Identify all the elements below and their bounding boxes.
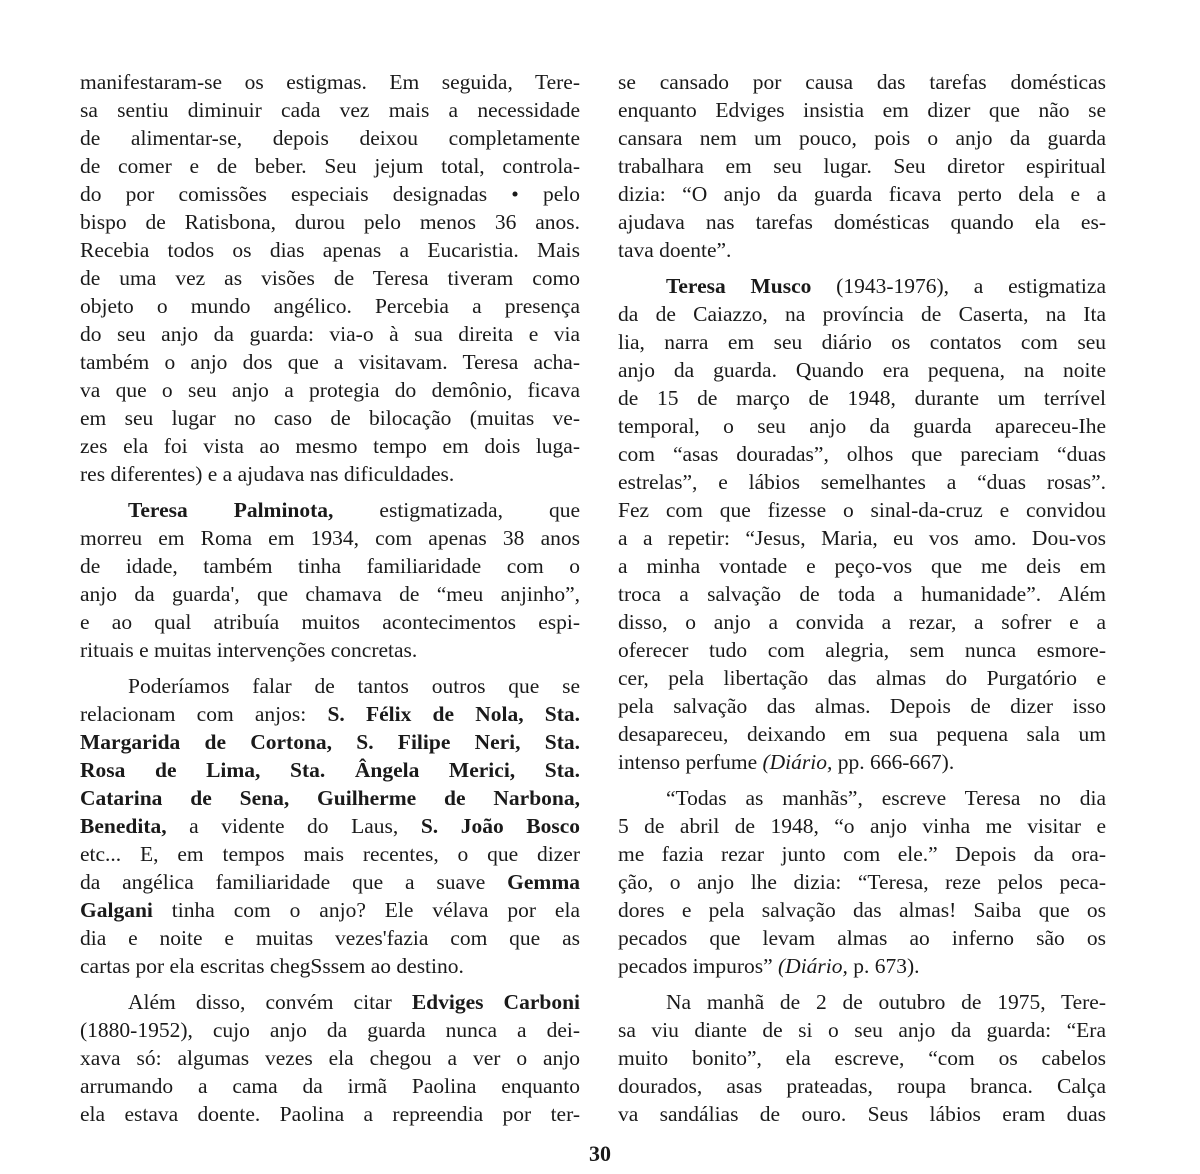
text-line: zes ela foi vista ao mesmo tempo em dois luga- <box>80 434 580 458</box>
text-line: etc... E, em tempos mais recentes, o que dizer <box>80 842 580 866</box>
text-line: Catarina de Sena, Guilherme de Narbona, <box>80 786 580 810</box>
text-line: da de Caiazzo, na província de Caserta, na Ita <box>618 302 1106 326</box>
text-line: Benedita, a vidente do Laus, S. João Bosco <box>80 814 580 838</box>
paragraph-gap <box>618 776 1106 784</box>
text-line: se cansado por causa das tarefas domésticas <box>618 70 1106 94</box>
text-line: sa viu diante de si o seu anjo da guarda: “Era <box>618 1018 1106 1042</box>
text-line: com “asas douradas”, olhos que pareciam “duas <box>618 442 1106 466</box>
text-line: Galgani tinha com o anjo? Ele vélava por ela <box>80 898 580 922</box>
text-line: disso, o anjo a convida a rezar, a sofrer e a <box>618 610 1106 634</box>
text-line: enquanto Edviges insistia em dizer que não se <box>618 98 1106 122</box>
text-line: morreu em Roma em 1934, com apenas 38 anos <box>80 526 580 550</box>
text-line: dizia: “O anjo da guarda ficava perto dela e a <box>618 182 1106 206</box>
paragraph-gap <box>618 264 1106 272</box>
text-line: do por comissões especiais designadas • pelo <box>80 182 580 206</box>
text-line: 5 de abril de 1948, “o anjo vinha me visitar e <box>618 814 1106 838</box>
text-line: Margarida de Cortona, S. Filipe Neri, Sta. <box>80 730 580 754</box>
text-line: de uma vez as visões de Teresa tiveram como <box>80 266 580 290</box>
text-line: ela estava doente. Paolina a repreendia por ter- <box>80 1102 580 1126</box>
text-line: Teresa Palminota, estigmatizada, que <box>128 498 580 522</box>
text-line: troca a salvação de toda a humanidade”. Além <box>618 582 1106 606</box>
text-line: em seu lugar no caso de bilocação (muitas ve- <box>80 406 580 430</box>
text-line: relacionam com anjos: S. Félix de Nola, Sta. <box>80 702 580 726</box>
text-line: res diferentes) e a ajudava nas dificuldades. <box>80 462 455 486</box>
left-text-column <box>80 68 580 1128</box>
text-line: dourados, asas prateadas, roupa branca. Calça <box>618 1074 1106 1098</box>
text-line: Recebia todos os dias apenas a Eucaristia. Mais <box>80 238 580 262</box>
text-line: (1880-1952), cujo anjo da guarda nunca a dei- <box>80 1018 580 1042</box>
paragraph-gap <box>80 664 580 672</box>
text-line: sa sentiu diminuir cada vez mais a necessidade <box>80 98 580 122</box>
text-line: tava doente”. <box>618 238 732 262</box>
paragraph-gap <box>618 980 1106 988</box>
paragraph-gap <box>80 980 580 988</box>
text-line: Rosa de Lima, Sta. Ângela Merici, Sta. <box>80 758 580 782</box>
text-line: me fazia rezar junto com ele.” Depois da ora- <box>618 842 1106 866</box>
text-line: desapareceu, deixando em sua pequena sala um <box>618 722 1106 746</box>
text-line: de alimentar-se, depois deixou completamente <box>80 126 580 150</box>
page-number: 30 <box>589 1141 611 1166</box>
text-line: também o anjo dos que a visitavam. Teresa acha- <box>80 350 580 374</box>
text-line: estrelas”, e lábios semelhantes a “duas rosas”. <box>618 470 1106 494</box>
text-line: cer, pela libertação das almas do Purgatório e <box>618 666 1106 690</box>
text-line: dores e pela salvação das almas! Saiba que os <box>618 898 1106 922</box>
text-line: de comer e de beber. Seu jejum total, controla- <box>80 154 580 178</box>
text-line: dia e noite e muitas vezes'fazia com que as <box>80 926 580 950</box>
text-line: intenso perfume (Diário, pp. 666-667). <box>618 750 955 774</box>
text-line: lia, narra em seu diário os contatos com seu <box>618 330 1106 354</box>
text-line: do seu anjo da guarda: via-o à sua direita e via <box>80 322 580 346</box>
text-line: Teresa Musco (1943-1976), a estigmatiza <box>666 274 1106 298</box>
text-line: va sandálias de ouro. Seus lábios eram duas <box>618 1102 1106 1126</box>
text-line: “Todas as manhãs”, escreve Teresa no dia <box>666 786 1106 810</box>
text-line: anjo da guarda. Quando era pequena, na noite <box>618 358 1106 382</box>
text-line: ajudava nas tarefas domésticas quando ela es- <box>618 210 1106 234</box>
text-line: pecados impuros” (Diário, p. 673). <box>618 954 920 978</box>
text-line: anjo da guarda', que chamava de “meu anjinho”, <box>80 582 580 606</box>
text-line: e ao qual atribuía muitos acontecimentos espi- <box>80 610 580 634</box>
text-line: xava só: algumas vezes ela chegou a ver o anjo <box>80 1046 580 1070</box>
text-line: cansara nem um pouco, pois o anjo da guarda <box>618 126 1106 150</box>
text-line: Poderíamos falar de tantos outros que se <box>128 674 580 698</box>
text-line: cartas por ela escritas chegSssem ao destino. <box>80 954 464 978</box>
text-line: objeto o mundo angélico. Percebia a presença <box>80 294 580 318</box>
text-line: va que o seu anjo a protegia do demônio, ficava <box>80 378 580 402</box>
text-line: rituais e muitas intervenções concretas. <box>80 638 418 662</box>
text-line: Fez com que fizesse o sinal-da-cruz e convidou <box>618 498 1106 522</box>
text-line: pela salvação das almas. Depois de dizer isso <box>618 694 1106 718</box>
paragraph-gap <box>80 488 580 496</box>
text-line: pecados que levam almas ao inferno são os <box>618 926 1106 950</box>
text-line: de idade, também tinha familiaridade com o <box>80 554 580 578</box>
text-line: Além disso, convém citar Edviges Carboni <box>128 990 580 1014</box>
right-text-column <box>618 68 1106 1128</box>
text-line: da angélica familiaridade que a suave Gemma <box>80 870 580 894</box>
text-line: Na manhã de 2 de outubro de 1975, Tere- <box>666 990 1106 1014</box>
text-line: manifestaram-se os estigmas. Em seguida, Tere- <box>80 70 580 94</box>
text-line: de 15 de março de 1948, durante um terrível <box>618 386 1106 410</box>
text-line: oferecer tudo com alegria, sem nunca esmore- <box>618 638 1106 662</box>
text-line: a minha vontade e peço-vos que me deis em <box>618 554 1106 578</box>
text-line: muito bonito”, ela escreve, “com os cabelos <box>618 1046 1106 1070</box>
text-line: ção, o anjo lhe dizia: “Teresa, reze pelos peca- <box>618 870 1106 894</box>
text-line: bispo de Ratisbona, durou pelo menos 36 anos. <box>80 210 580 234</box>
text-line: trabalhara em seu lugar. Seu diretor espiritual <box>618 154 1106 178</box>
text-line: arrumando a cama da irmã Paolina enquanto <box>80 1074 580 1098</box>
text-line: a a repetir: “Jesus, Maria, eu vos amo. Dou-vos <box>618 526 1106 550</box>
text-line: temporal, o seu anjo da guarda apareceu-Ihe <box>618 414 1106 438</box>
